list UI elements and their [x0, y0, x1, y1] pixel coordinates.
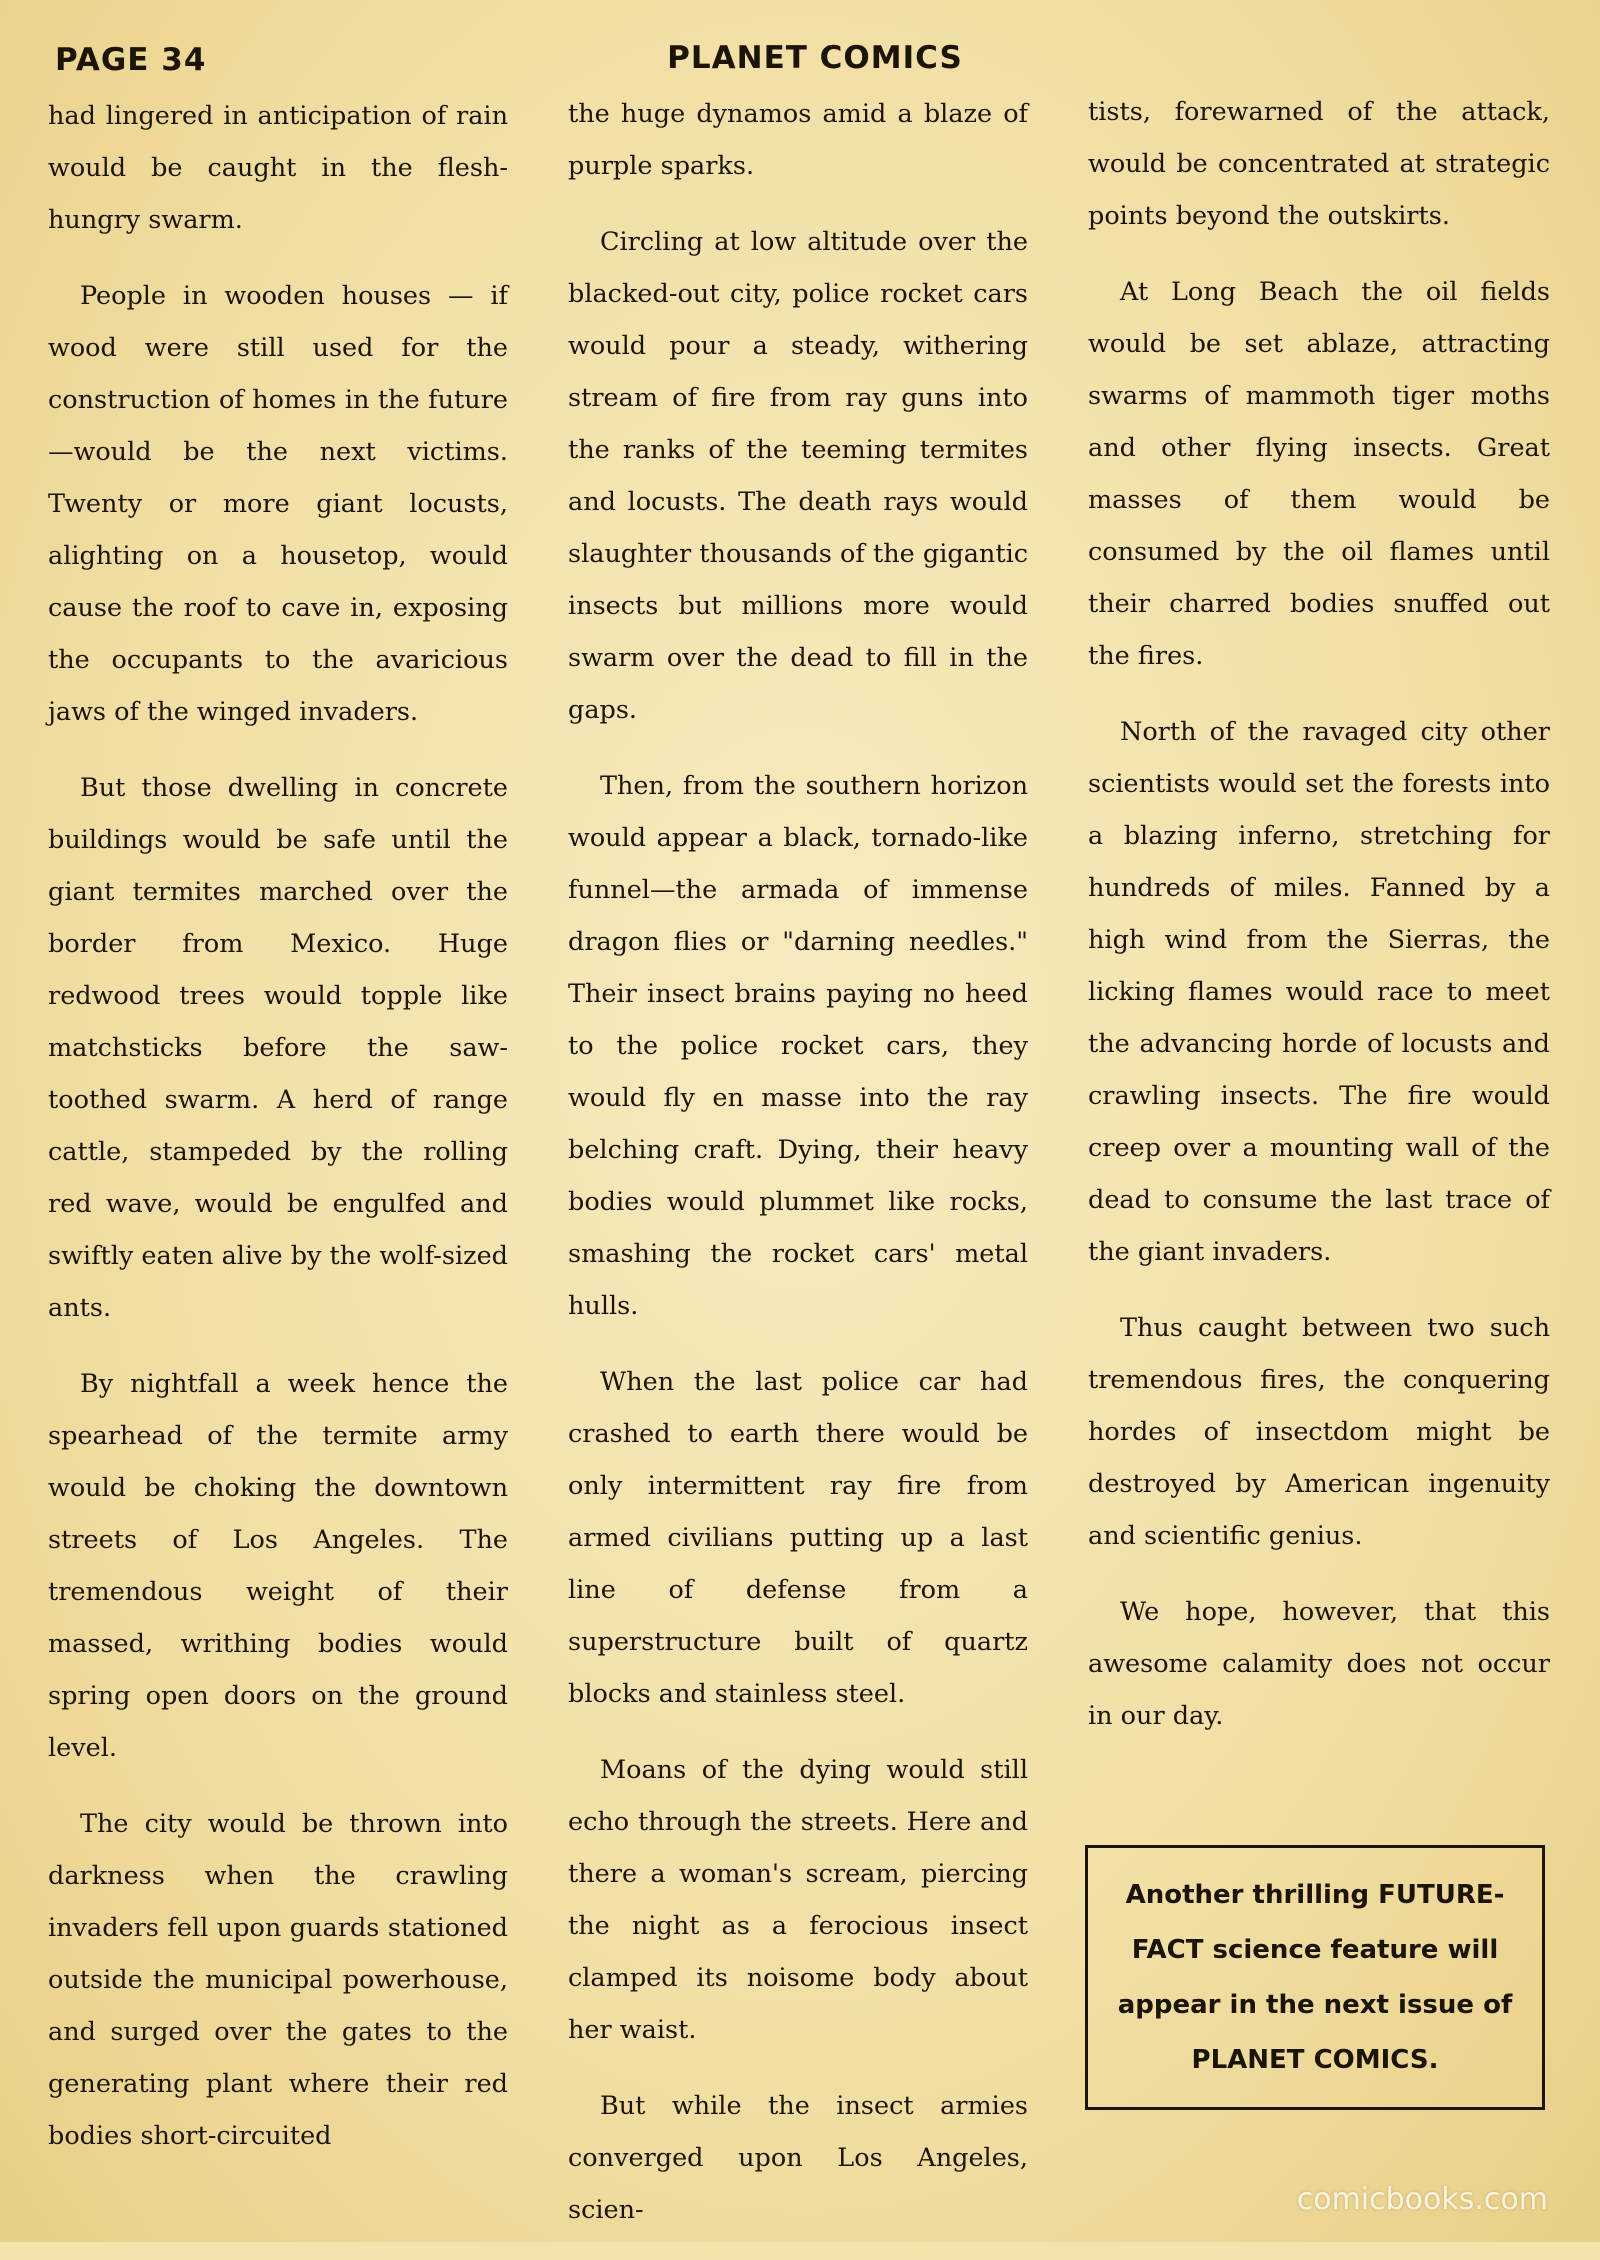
next-issue-notice-box: [1085, 1845, 1545, 2110]
site-watermark: comicbooks.com: [1296, 2182, 1548, 2217]
page-number: PAGE 34: [55, 42, 207, 78]
paragraph: At Long Beach the oil fields would be set ablaze, attracting swarms of mammoth tiger moths and other flying insects. Great masses of them would be consumed by the oil flames until their charred bodies snuffed out the fires.: [1088, 277, 1550, 671]
paragraph: People in wooden houses — if wood were still used for the construction of homes in the future—would be the next victims. Twenty or more giant locusts, alighting on a housetop, would cause the roof to cave in, exposing the occupants to the avaricious jaws of the winged invaders.: [48, 281, 508, 727]
paragraph: The city would be thrown into darkness when the crawling invaders fell upon guards stationed outside the municipal powerhouse, and surged over the gates to the generating plant where their red bodies short-circuited: [48, 1809, 508, 2151]
paragraph: When the last police car had crashed to earth there would be only intermittent ray fire from armed civilians putting up a last line of defense from a superstructure built of quartz blocks and stainless steel.: [568, 1367, 1028, 1709]
paragraph: But while the insect armies converged upon Los Angeles, scien-: [568, 2091, 1028, 2225]
paragraph: Moans of the dying would still echo through the streets. Here and there a woman's scream, piercing the night as a ferocious insect clamped its noisome body about her waist.: [568, 1755, 1028, 2045]
paragraph: Circling at low altitude over the blacked-out city, police rocket cars would pour a steady, withering stream of fire from ray guns into the ranks of the teeming termites and locusts. The death rays would slaughter thousands of the gigantic insects but millions more would swarm over the dead to fill in the gaps.: [568, 227, 1028, 725]
next-issue-notice-text: Another thrilling FUTURE-FACT science feature will appear in the next issue of PLANET COMICS.: [1117, 1879, 1513, 2075]
paragraph: Thus caught between two such tremendous fires, the conquering hordes of insectdom might be destroyed by American ingenuity and scientific genius.: [1088, 1313, 1550, 1551]
paragraph: But those dwelling in concrete buildings would be safe until the giant termites marched over the border from Mexico. Huge redwood trees would topple like matchsticks before the saw-toothed swarm. A herd of range cattle, stampeded by the rolling red wave, would be engulfed and swiftly eaten alive by the wolf-sized ants.: [48, 773, 508, 1323]
paragraph: We hope, however, that this awesome calamity does not occur in our day.: [1088, 1597, 1550, 1731]
paragraph: tists, forewarned of the attack, would be concentrated at strategic points beyond the outskirts.: [1088, 97, 1550, 231]
paragraph: North of the ravaged city other scientists would set the forests into a blazing inferno, stretching for hundreds of miles. Fanned by a high wind from the Sierras, the licking flames would race to meet the advancing horde of locusts and crawling insects. The fire would creep over a mounting wall of the dead to consume the last trace of the giant invaders.: [1088, 717, 1550, 1267]
text-column-2: [568, 88, 1028, 2260]
paragraph: By nightfall a week hence the spearhead of the termite army would be choking the downtown streets of Los Angeles. The tremendous weight of their massed, writhing bodies would spring open doors on the ground level.: [48, 1369, 508, 1763]
paragraph: the huge dynamos amid a blaze of purple sparks.: [568, 99, 1028, 181]
paragraph: had lingered in anticipation of rain would be caught in the flesh-hungry swarm.: [48, 101, 508, 235]
text-column-3: [1088, 86, 1550, 1766]
text-column-1: [48, 90, 508, 2186]
page-title: PLANET COMICS: [667, 40, 963, 76]
paragraph: Then, from the southern horizon would appear a black, tornado-like funnel—the armada of immense dragon flies or "darning needles." Their insect brains paying no heed to the police rocket cars, they would fly en masse into the ray belching craft. Dying, their heavy bodies would plummet like rocks, smashing the rocket cars' metal hulls.: [568, 771, 1028, 1321]
